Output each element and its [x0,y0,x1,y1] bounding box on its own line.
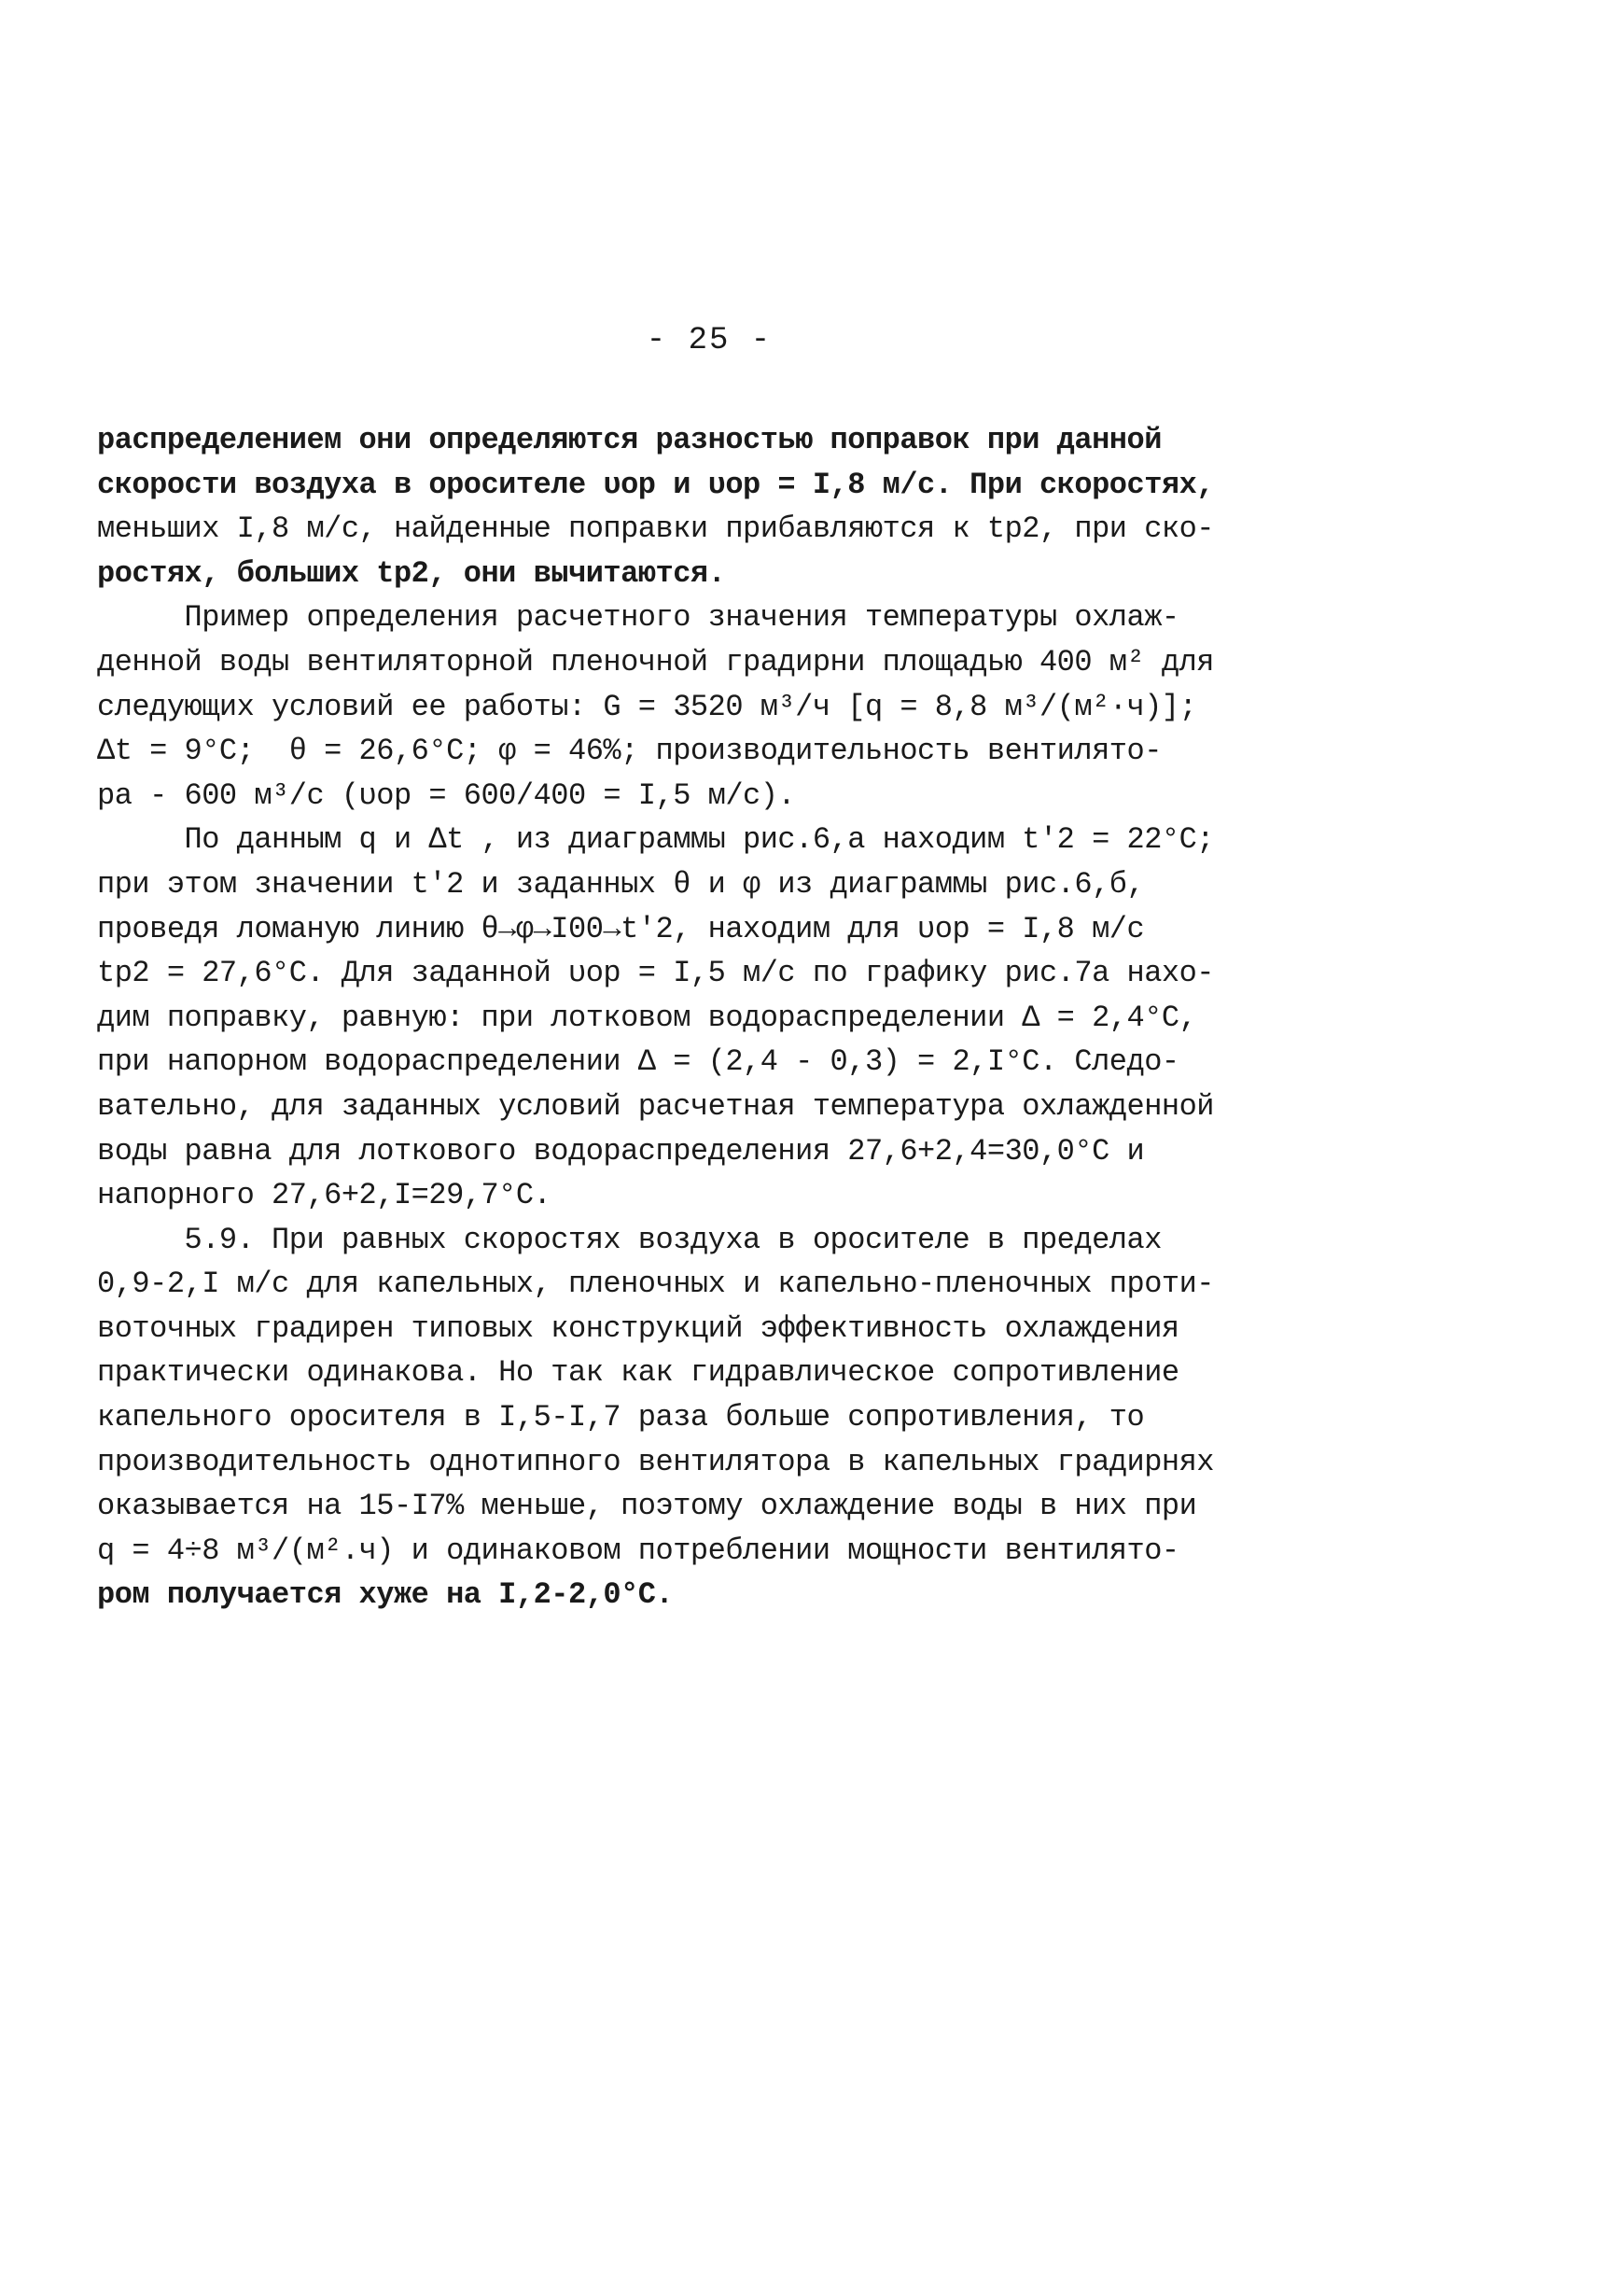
text-line: ра - 600 м³/с (υор = 600/400 = I,5 м/с). [97,777,796,813]
text-line: воды равна для лоткового водораспределения 27,6+2,4=30,0°С и [97,1133,1145,1169]
text-line: капельного оросителя в I,5-I,7 раза больше сопротивления, то [97,1400,1145,1435]
text-line: 0,9-2,I м/с для капельных, пленочных и капельно-пленочных проти- [97,1267,1214,1302]
text-line: q = 4÷8 м³/(м².ч) и одинаковом потреблении мощности вентилято- [97,1533,1179,1568]
text-line: ром получается хуже на I,2-2,0°С. [97,1577,674,1613]
text-line: воточных градирен типовых конструкций эффективность охлаждения [97,1310,1179,1346]
text-line: напорного 27,6+2,I=29,7°С. [97,1178,551,1213]
text-line: Пример определения расчетного значения температуры охлаж- [97,600,1179,636]
text-line: tр2 = 27,6°С. Для заданной υор = I,5 м/с по графику рис.7а нахо- [97,956,1214,991]
text-line: 5.9. При равных скоростях воздуха в оросителе в пределах [97,1222,1162,1257]
text-line: По данным q и Δt , из диаграммы рис.6,а находим t'2 = 22°С; [97,822,1214,858]
text-line: производительность однотипного вентилятора в капельных градирнях [97,1444,1214,1479]
text-line: проведя ломаную линию θ→φ→I00→t'2, находим для υор = I,8 м/с [97,911,1145,946]
text-line: при этом значении t'2 и заданных θ и φ из диаграммы рис.6,б, [97,866,1145,902]
text-line: практически одинакова. Но так как гидравлическое сопротивление [97,1355,1179,1391]
text-line: ростях, больших tр2, они вычитаются. [97,555,726,591]
text-line: меньших I,8 м/с, найденные поправки прибавляются к tр2, при ско- [97,511,1214,547]
text-line: при напорном водораспределении Δ = (2,4 - 0,3) = 2,I°С. Следо- [97,1044,1179,1080]
text-line: дим поправку, равную: при лотковом водораспределении Δ = 2,4°С, [97,1000,1197,1035]
text-line: скорости воздуха в оросителе υор и υор = I,8 м/с. При скоростях, [97,467,1214,502]
text-line: денной воды вентиляторной пленочной градирни площадью 400 м² для [97,644,1214,679]
body-text [97,418,1301,1617]
text-line: распределением они определяются разностью поправок при данной [97,423,1162,457]
text-line: оказывается на 15-I7% меньше, поэтому охлаждение воды в них при [97,1489,1197,1524]
text-line: Δt = 9°С; θ = 26,6°С; φ = 46%; производительность вентилято- [97,734,1162,769]
text-line: следующих условий ее работы: G = 3520 м³/ч [q = 8,8 м³/(м²·ч)]; [97,689,1197,724]
text-line: вательно, для заданных условий расчетная температура охлажденной [97,1088,1214,1124]
page-number: - 25 - [646,323,773,358]
